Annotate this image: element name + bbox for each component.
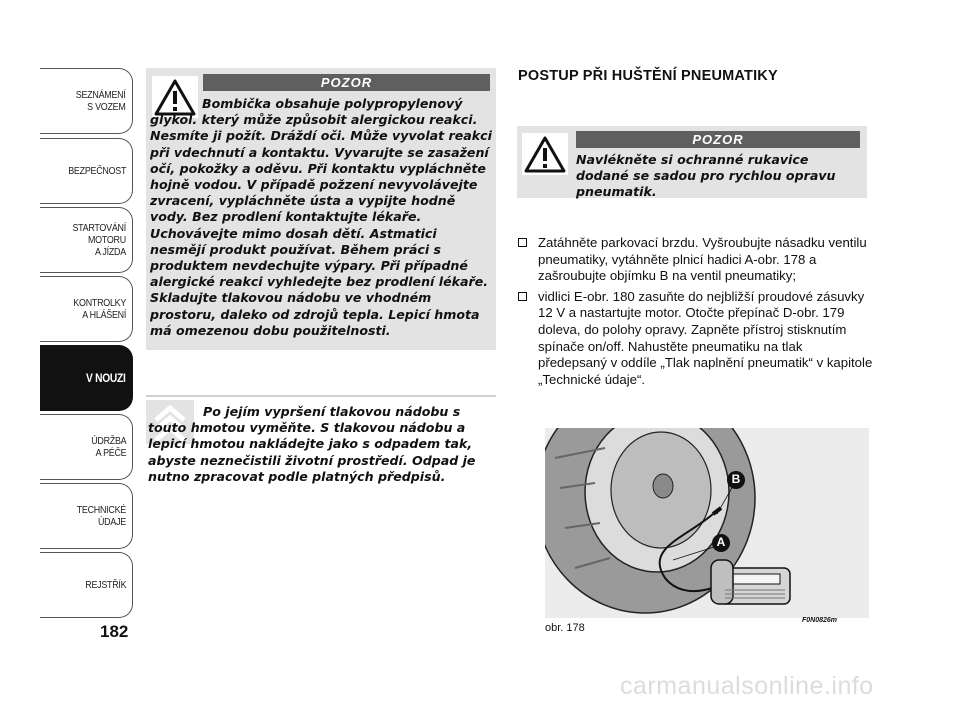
tab-label: V NOUZI (86, 371, 126, 385)
checkbox-bullet-icon (518, 238, 527, 247)
step-text: Zatáhněte parkovací brzdu. Vyšroubujte násadku ventilu pneumatiky, vytáhněte plnicí hadici A-obr. 178 a zašroubujte objímku B na ventil pneumatiky; (538, 235, 867, 284)
warning-heading: POZOR (203, 74, 490, 91)
warning-text: Navlékněte si ochranné rukavice dodané se sadou pro rychlou opravu pneumatik. (576, 152, 836, 200)
divider (146, 395, 496, 397)
tab-label: REJSTŘÍK (84, 579, 126, 591)
warning-text: Bombička obsahuje polypropylenový glykol. který může způsobit alergickou reakci. Nesmíte ji požít. Dráždí oči. Může vyvolat reakci při vdechnutí a kontaktu. Vyvarujte se zasažení očí, pokožky a oděvu. Při kontaktu vypláchněte hojně vodou. V případě požzení nevyvolávejte zvracení, vypláchněte ústa a vypijte hodně vody. Bez prodlení kontaktujte lékaře. Uchovávejte mimo dosah dětí. Astmatici nesmějí produkt používat. Během práci s produktem nevdechujte výpary. Při případné alergické reakci vyhledejte bez prodlení lékaře. Skladujte tlakovou nádobu ve vhodném prostoru, daleko od zdrojů tepla. Lepicí hmota má omezenou dobu použitelnosti. (150, 96, 492, 338)
watermark: carmanualsonline.info (620, 672, 874, 700)
tab-label: ÚDRŽBA A PÉČE (90, 435, 126, 459)
tab-udrzba[interactable] (40, 414, 133, 480)
checkbox-bullet-icon (518, 292, 527, 301)
figure-code: F0N0826m (802, 617, 838, 624)
list-item (518, 289, 873, 389)
tab-label: BEZPEČNOST (68, 165, 126, 177)
tyre-compressor-illustration (545, 428, 869, 618)
figure-label-a: A (716, 535, 726, 549)
step-text: vidlici E-obr. 180 zasuňte do nejbližší proudové zásuvky 12 V a nastartujte motor. Otočte přepínač D-obr. 179 doleva, do polohy opravy. Zapněte přístroj stisknutím spínače on/off. Nahustěte pneumatiku na tlak předepsaný v oddíle „Tlak naplnění pneumatik“ v kapitole „Technické údaje“. (538, 288, 873, 387)
figure-caption: obr. 178 (545, 622, 585, 634)
figure-label-b: B (731, 472, 741, 486)
warning-heading: POZOR (576, 131, 860, 148)
tab-label: STARTOVÁNÍ MOTORU A JÍZDA (72, 222, 126, 258)
tab-kontrolky[interactable] (40, 276, 133, 342)
figure-tyre-inflation (545, 428, 869, 618)
tab-bezpecnost[interactable] (40, 138, 133, 204)
tab-seznameni[interactable] (40, 68, 133, 134)
tab-startovani[interactable] (40, 207, 133, 273)
tab-rejstrik[interactable] (40, 552, 133, 618)
steps-list (518, 235, 873, 392)
warning-triangle-icon (522, 133, 568, 175)
tab-v-nouzi[interactable] (40, 345, 133, 411)
environment-note-text: Po jejím vypršení tlakovou nádobu s touto hmotou vyměňte. S tlakovou nádobu a lepicí hmotou nakládejte jako s odpadem tak, abyste neznečistili životní prostředí. Odpad je nutno zpracovat podle platných předpisů. (148, 404, 476, 484)
tab-label: KONTROLKY A HLÁŠENÍ (73, 297, 126, 321)
tab-label: SEZNÁMENÍ S VOZEM (76, 89, 126, 113)
section-title: POSTUP PŘI HUŠTĚNÍ PNEUMATIKY (518, 68, 778, 84)
tab-technicke[interactable] (40, 483, 133, 549)
page-number: 182 (100, 622, 129, 641)
list-item (518, 235, 873, 285)
tab-label: TECHNICKÉ ÚDAJE (76, 504, 126, 528)
